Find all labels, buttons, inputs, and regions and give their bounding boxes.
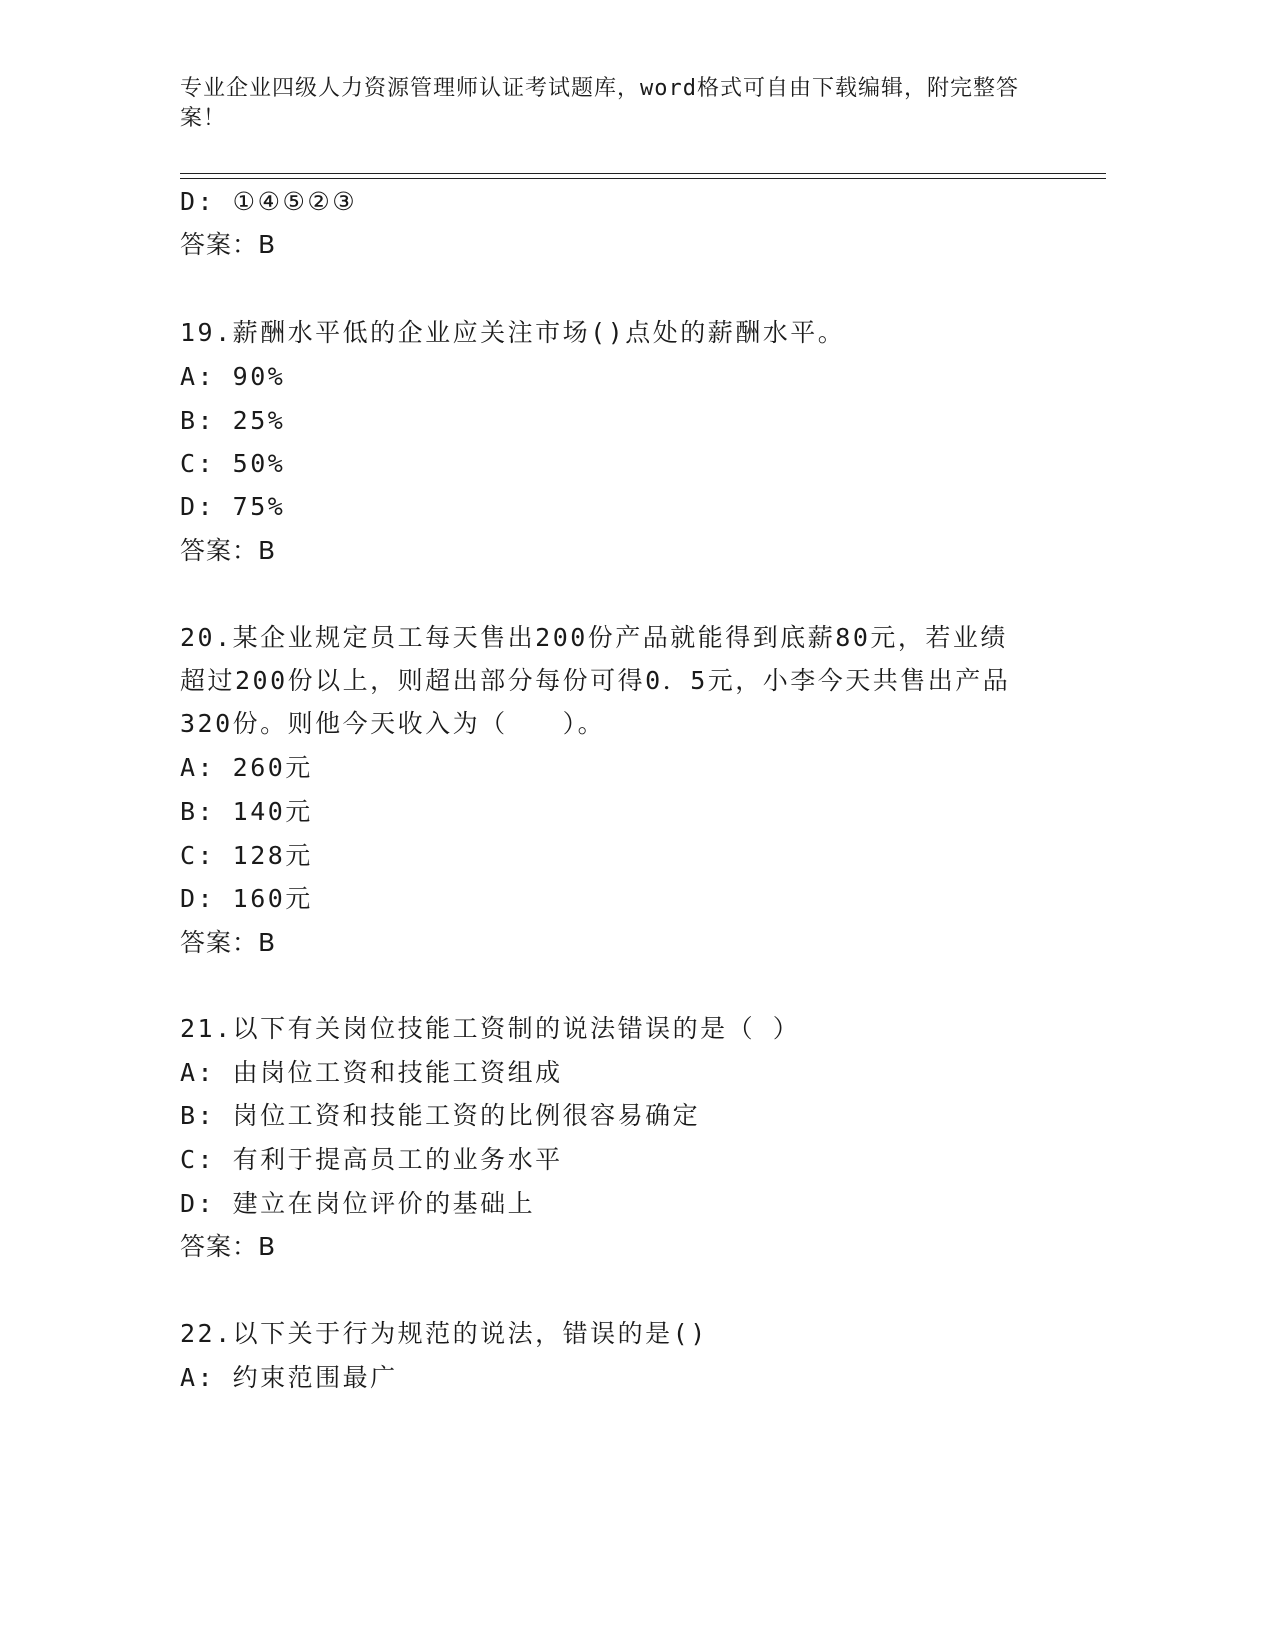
- question-20: 20.某企业规定员工每天售出200份产品就能得到底薪80元，若业绩: [180, 623, 1008, 652]
- option-line: A: 由岗位工资和技能工资组成: [180, 1058, 563, 1087]
- option-line: C: 有利于提高员工的业务水平: [180, 1145, 563, 1174]
- header-divider-top: [180, 173, 1106, 174]
- answer-line: 答案：B: [180, 928, 277, 957]
- question-20-cont: 超过200份以上，则超出部分每份可得0．5元，小李今天共售出产品: [180, 666, 1011, 695]
- question-20-cont: 320份。则他今天收入为（ ）。: [180, 709, 606, 738]
- option-line: A: 260元: [180, 753, 313, 782]
- answer-line: 答案：B: [180, 536, 277, 565]
- option-line: A: 90%: [180, 362, 286, 391]
- answer-line: 答案：B: [180, 230, 277, 259]
- question-22: 22.以下关于行为规范的说法，错误的是(): [180, 1319, 708, 1348]
- option-line: D: 75%: [180, 492, 286, 521]
- option-line: B: 140元: [180, 797, 313, 826]
- option-line: B: 25%: [180, 406, 286, 435]
- option-line: B: 岗位工资和技能工资的比例很容易确定: [180, 1101, 701, 1130]
- option-line: D: 建立在岗位评价的基础上: [180, 1189, 536, 1218]
- option-line: C: 50%: [180, 449, 286, 478]
- option-line: D: ①④⑤②③: [180, 187, 358, 216]
- question-19: 19.薪酬水平低的企业应关注市场()点处的薪酬水平。: [180, 318, 846, 347]
- page-header: 专业企业四级人力资源管理师认证考试题库，word格式可自由下载编辑，附完整答案！: [180, 76, 1019, 131]
- option-line: D: 160元: [180, 884, 313, 913]
- question-21: 21.以下有关岗位技能工资制的说法错误的是（ ）: [180, 1014, 801, 1043]
- answer-line: 答案：B: [180, 1232, 277, 1261]
- option-line: A: 约束范围最广: [180, 1363, 398, 1392]
- header-divider-bottom: [180, 178, 1106, 179]
- option-line: C: 128元: [180, 841, 313, 870]
